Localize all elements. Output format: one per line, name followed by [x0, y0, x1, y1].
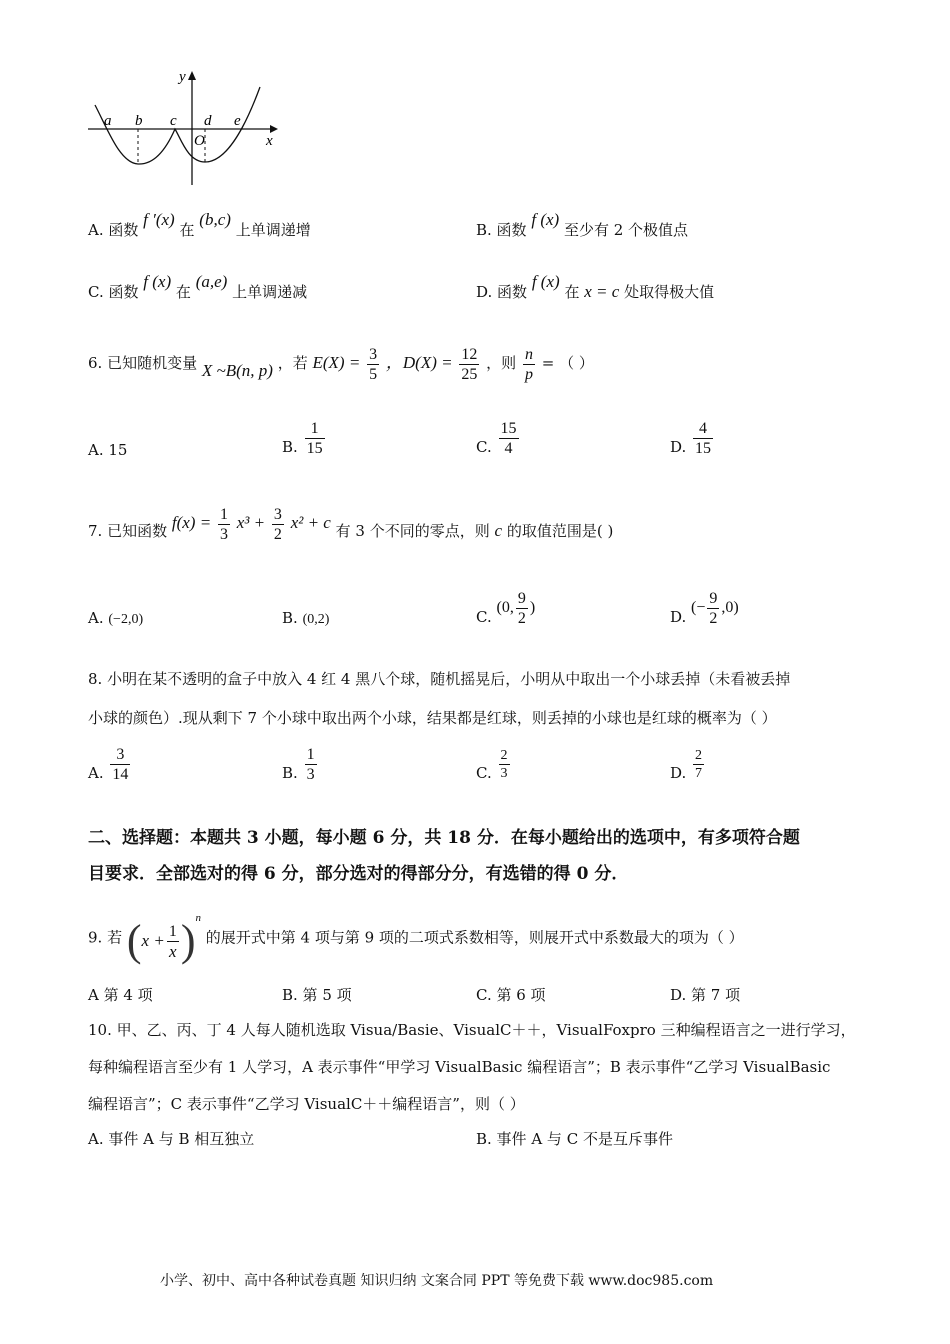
fraction-one-over-x: $\frac{1}{x}$ — [168, 922, 177, 961]
q6-stem: 6. 已知随机变量 X ~B(n, p) ，若 E(X) = $\frac{3}{5}$ ，D(X) = $\frac{12}{25}$ ，则 $\frac{n}{p}$ = （ ） — [88, 345, 594, 383]
q5-option-c: C. 函数 f (x) 在 (a,e) 上单调递减 — [88, 272, 308, 301]
q6-option-b: B. $\frac{1}{15}$ — [282, 419, 323, 457]
left-paren: ( — [126, 916, 142, 965]
q10-stem-line-1: 10. 甲、乙、丙、丁 4 人每人随机选取 Visua/Basie、VisualC＋＋，VisualFoxpro 三种编程语言之一进行学习， — [88, 1021, 856, 1039]
label-c: c — [170, 113, 177, 129]
q5-option-b: B. 函数 f (x) 至少有 2 个极值点 — [476, 210, 689, 239]
fraction-option-a: $\frac{3}{14}$ — [112, 745, 129, 783]
q10-stem-line-2: 每种编程语言至少有 1 人学习，A 表示事件“甲学习 VisualBasic 编程语言”；B 表示事件“乙学习 VisualBasic — [88, 1058, 831, 1076]
y-axis-arrow — [188, 71, 196, 80]
fraction-option-c: $\frac{2}{3}$ — [500, 747, 508, 781]
q7-option-b: B. (0,2) — [282, 609, 330, 627]
fraction-option-d: $\frac{4}{15}$ — [695, 419, 712, 457]
origin-label: O — [194, 133, 205, 149]
section-2-heading-line-2: 目要求．全部选对的得 6 分，部分选对的得部分分，有选错的得 0 分． — [88, 864, 629, 884]
f-x: f (x) — [531, 210, 560, 229]
q9-option-d: D. 第 7 项 — [670, 986, 741, 1004]
label-b: b — [135, 113, 143, 129]
label-e: e — [234, 113, 241, 129]
fraction-d: $\frac{12}{25}$ — [461, 345, 478, 383]
fraction-option-c: $\frac{9}{2}$ — [517, 589, 526, 627]
q7-stem: 7. 已知函数 f(x) = $\frac{1}{3}$ x³ + $\frac{3}{2}$ x² + c 有 3 个不同的零点，则 c 的取值范围是( ) — [88, 505, 614, 543]
fraction-option-b: $\frac{1}{3}$ — [306, 745, 315, 783]
fraction-n-over-p: $\frac{n}{p}$ — [524, 345, 533, 383]
q6-option-c: C. $\frac{15}{4}$ — [476, 419, 517, 457]
fraction-e: $\frac{3}{5}$ — [369, 345, 378, 383]
f-x: f (x) — [143, 272, 172, 291]
fraction-option-d: $\frac{2}{7}$ — [695, 747, 703, 781]
fraction-option-b: $\frac{1}{15}$ — [306, 419, 323, 457]
section-2-heading-line-1: 二、选择题：本题共 3 小题，每小题 6 分，共 18 分．在每小题给出的选项中，有多项符合题 — [88, 828, 800, 848]
q5-option-d: D. 函数 f (x) 在 x = c 处取得极大值 — [476, 272, 715, 301]
q8-option-c: C. $\frac{2}{3}$ — [476, 747, 508, 782]
axis-label-x: x — [266, 133, 273, 149]
fraction-one-third: $\frac{1}{3}$ — [219, 505, 228, 543]
q9-option-c: C. 第 6 项 — [476, 986, 546, 1004]
x-axis-arrow — [270, 125, 278, 133]
q6-option-a: A. 15 — [88, 441, 128, 459]
q8-option-b: B. $\frac{1}{3}$ — [282, 745, 315, 783]
q10-option-b: B. 事件 A 与 C 不是互斥事件 — [476, 1130, 673, 1148]
axis-label-y: y — [179, 69, 186, 85]
q10-stem-line-3: 编程语言”；C 表示事件“乙学习 VisualC＋＋编程语言”，则（ ） — [88, 1095, 525, 1113]
fraction-option-d: $\frac{9}{2}$ — [709, 589, 718, 627]
label-d: d — [204, 113, 212, 129]
fraction-option-c: $\frac{15}{4}$ — [500, 419, 517, 457]
f-x: f (x) — [531, 272, 560, 291]
q8-stem-line-1: 8. 小明在某不透明的盒子中放入 4 红 4 黑八个球，随机摇晃后，小明从中取出一个小球丢掉（未看被丢掉 — [88, 670, 791, 688]
q7-option-a: A. (−2,0) — [88, 609, 144, 627]
right-paren: ) — [180, 916, 196, 965]
q10-option-a: A. 事件 A 与 B 相互独立 — [88, 1130, 255, 1148]
q7-option-d: D. (− $\frac{9}{2}$ ,0) — [670, 589, 739, 627]
q9-stem: 9. 若 (x + $\frac{1}{x}$ )$^n$ 的展开式中第 4 项与第 9 项的二项式系数相等，则展开式中系数最大的项为（ ） — [88, 908, 744, 969]
q8-stem-line-2: 小球的颜色）.现从剩下 7 个小球中取出两个小球，结果都是红球，则丢掉的小球也是红球的概率为（ ） — [88, 709, 777, 727]
function-graph — [80, 65, 290, 190]
q9-option-a: A 第 4 项 — [88, 986, 153, 1004]
label-a: a — [104, 113, 112, 129]
q6-option-d: D. $\frac{4}{15}$ — [670, 419, 712, 457]
q8-option-d: D. $\frac{2}{7}$ — [670, 747, 703, 782]
q5-option-a: A. 函数 f ′(x) 在 (b,c) 上单调递增 — [88, 210, 311, 239]
q9-expression: (x + $\frac{1}{x}$ )$^n$ — [126, 912, 201, 965]
q9-option-b: B. 第 5 项 — [282, 986, 352, 1004]
q7-option-c: C. (0, $\frac{9}{2}$ ) — [476, 589, 536, 627]
f-prime-x: f ′(x) — [143, 210, 175, 229]
fraction-three-halves: $\frac{3}{2}$ — [273, 505, 282, 543]
page-footer: 小学、初中、高中各种试卷真题 知识归纳 文案合同 PPT 等免费下载 www.doc985.com — [160, 1273, 714, 1289]
q8-option-a: A. $\frac{3}{14}$ — [88, 745, 129, 783]
